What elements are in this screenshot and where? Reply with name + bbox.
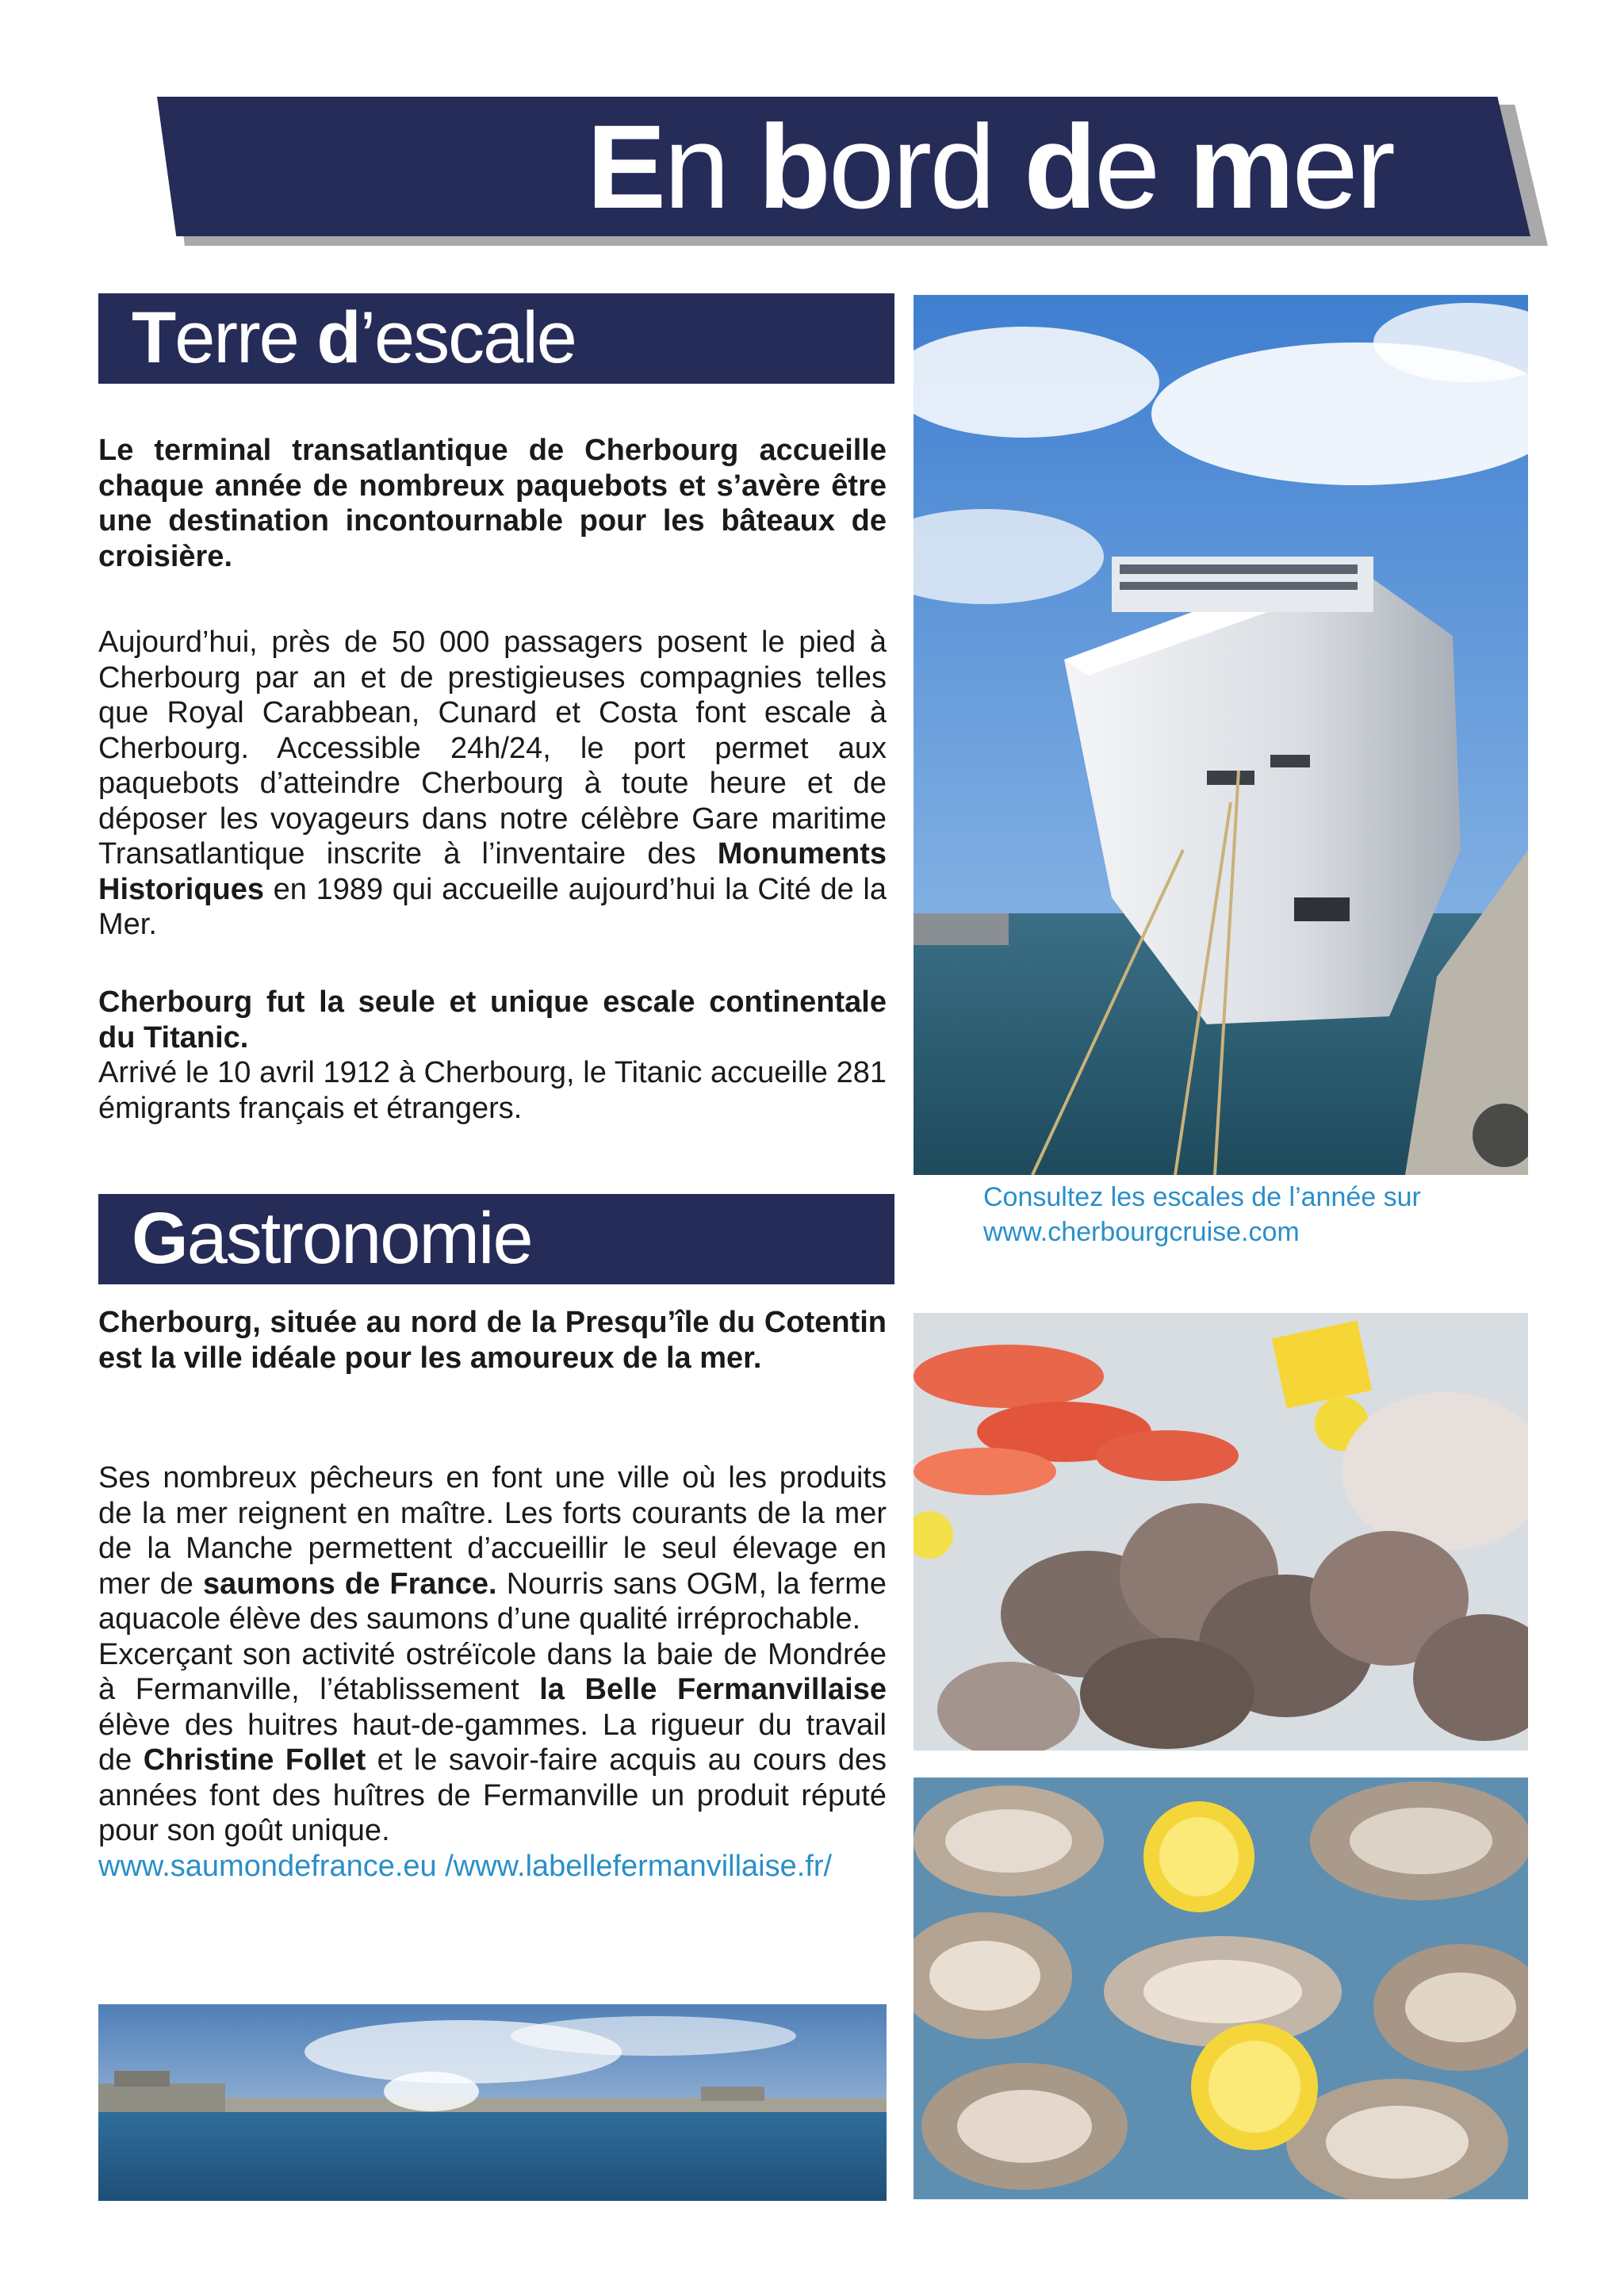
cruise-ship-photo <box>914 295 1528 1175</box>
section-header-gastronomie <box>98 1194 894 1284</box>
section-title: Terre d’escale <box>132 297 576 378</box>
oysters-photo <box>914 1777 1528 2199</box>
terre-escale-intro: Le terminal transatlantique de Cherbourg accueille chaque année de nombreux paquebots et s’avère être une destination incontournable pour les bâteaux de croisière. <box>98 434 887 573</box>
section-header-terre-escale <box>98 293 894 384</box>
terre-escale-body: Aujourd’hui, près de 50 000 passagers posent le pied à Cherbourg par an et de prestigieuses compagnies telles que Royal Carabbean, Cunard et Costa font escale à Cherbourg. Accessible 24h/24, le port permet aux paquebots d’atteindre Cherbourg à toute heure et de déposer les voyageurs dans notre célèbre Gare maritime Transatlantique inscrite à l’inventaire des Monuments Historiques en 1989 qui accueille aujourd’hui la Cité de la Mer. <box>98 626 887 941</box>
page-title: En bord de mer <box>587 100 1393 233</box>
gastronomie-body: Ses nombreux pêcheurs en font une ville où les produits de la mer reignent en maître. Les forts courants de la mer de la Manche permettent d’accueillir le seul élevage en mer de saumons de France. Nourris sans OGM, la ferme aquacole élève des saumons d’une qualité irréprochable. Excerçant son activité ostréïcole dans la baie de Mondrée à Fermanville, l’établissement la Belle Fermanvillaise élève des huitres haut-de-gammes. La rigueur du travail de Christine Follet et le savoir-faire acquis au cours des années font des huîtres de Fermanville un produit réputé pour son goût unique. www.saumondefrance.eu /www.labellefermanvillaise.fr/ <box>98 1461 887 1883</box>
gastronomie-intro: Cherbourg, située au nord de la Presqu’île du Cotentin est la ville idéale pour les amoureux de la mer. <box>98 1306 887 1375</box>
cruise-caption: Consultez les escales de l’année sur www.cherbourgcruise.com <box>983 1182 1421 1247</box>
fish-market-photo <box>914 1313 1528 1751</box>
titanic-paragraph: Cherbourg fut la seule et unique escale continentale du Titanic. Arrivé le 10 avril 1912 à Cherbourg, le Titanic accueille 281 émigrants français et étrangers. <box>98 985 887 1125</box>
section-title: Gastronomie <box>132 1198 532 1279</box>
gastronomie-links[interactable]: www.saumondefrance.eu /www.labellefermanvillaise.fr/ <box>98 1849 833 1883</box>
cruise-website-link[interactable]: www.cherbourgcruise.com <box>983 1217 1300 1247</box>
coastline-photo <box>98 2004 887 2201</box>
